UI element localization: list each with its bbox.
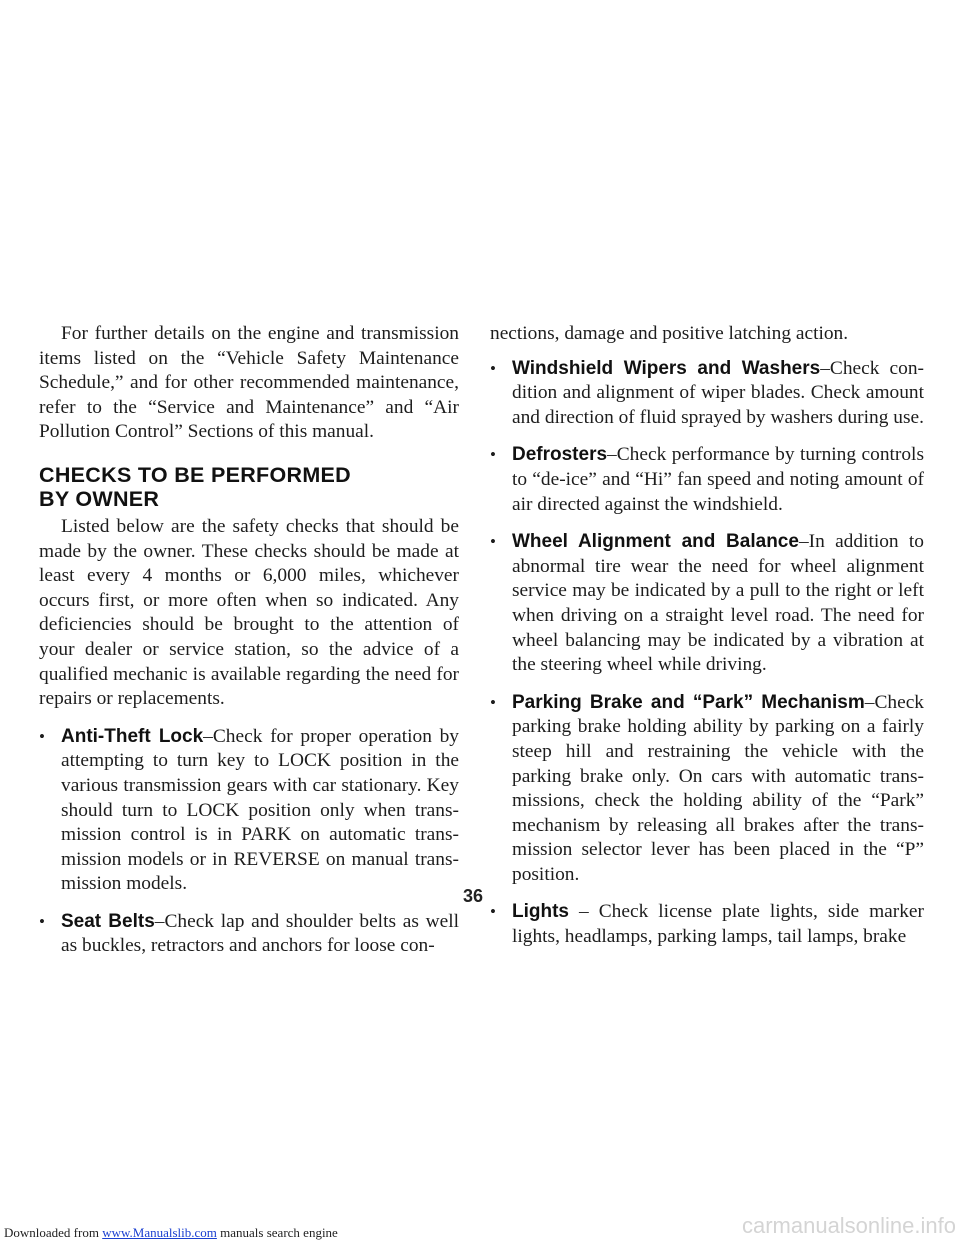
intro-paragraph: For further details on the engine and transmission items listed on the “Vehicle Safety Maintenance Schedule,” and for other recommended maintenance, refer to the “Service and Maintenance” and “Air Pollution Control” Sections of this manual. — [39, 323, 459, 443]
item-term: Parking Brake and “Park” Mechanism — [512, 691, 865, 713]
bullet-icon: • — [490, 692, 496, 712]
item-text: –Check condition and alignment of wiper blades. Check amount and direction of fluid sprayed by washers during use. — [512, 357, 924, 428]
footer-prefix: Downloaded from — [4, 1225, 103, 1240]
site-watermark: carmanualsonline.info — [741, 1213, 956, 1238]
list-item-parking-brake — [490, 691, 924, 888]
list-item-anti-theft-lock — [39, 725, 459, 897]
list-item-windshield-wipers — [490, 357, 924, 431]
list-item-seat-belts — [39, 910, 459, 959]
bullet-icon: • — [39, 911, 45, 931]
item-term: Anti-Theft Lock — [61, 725, 204, 747]
list-item-lights — [490, 900, 924, 949]
bullet-icon: • — [39, 726, 45, 746]
page-number: 36 — [463, 886, 484, 906]
right-column — [490, 322, 924, 950]
item-term: Wheel Alignment and Balance — [512, 531, 799, 553]
item-text: –Check performance by turning controls to “de-ice” and “Hi” fan speed and noting amount of air directed against the windshield. — [512, 444, 924, 515]
item-text: –In addition to abnormal tire wear the need for wheel alignment service may be indicated by a pull to the right or left when driving on a straight level road. The need for wheel balancing may be indicated by a vibration at the steering wheel while driving. — [512, 531, 924, 676]
left-column — [39, 322, 459, 959]
item-term: Windshield Wipers and Washers — [512, 357, 821, 379]
bullet-icon: • — [490, 902, 496, 922]
item-term: Seat Belts — [61, 910, 155, 932]
item-term: Lights — [512, 901, 569, 923]
item-text: –Check lap and shoulder belts as well as buckles, retractors and anchors for loose con- — [61, 910, 459, 957]
download-footer — [4, 1225, 338, 1241]
item-text: –Check parking brake holding ability by parking on a fairly steep hill and restraining the vehicle with the parking brake only. On cars with automatic transmissions, check the holding ability of the “Park” mechanism by releasing all brakes after the transmission selector lever has been placed in the “P” position. — [512, 691, 924, 885]
item-text: –Check for proper operation by attempting to turn key to LOCK position in the various transmission gears with car stationary. Key should turn to LOCK position only when transmission control is in PARK on automatic transmission models or in REVERSE on manual transmission models. — [61, 725, 459, 895]
bullet-icon: • — [490, 358, 496, 378]
list-item-defrosters — [490, 443, 924, 517]
list-item-wheel-alignment — [490, 530, 924, 678]
footer-suffix: manuals search engine — [216, 1225, 338, 1240]
bullet-icon: • — [490, 532, 496, 552]
section-heading-line1: CHECKS TO BE PERFORMED — [39, 462, 352, 487]
section-heading-line2: BY OWNER — [39, 486, 160, 511]
section-heading — [39, 463, 459, 511]
continuation-text: nections, damage and positive latching action. — [490, 323, 849, 344]
manualslib-link[interactable]: www.Manualslib.com — [102, 1225, 217, 1240]
bullet-icon: • — [490, 445, 496, 465]
item-text: – Check license plate lights, side marker lights, headlamps, parking lamps, tail lamps, brake — [512, 901, 924, 948]
body-paragraph: Listed below are the safety checks that should be made by the owner. These checks should be made at least every 4 months or 6,000 miles, whichever occurs first, or more often when so indicated. Any deficiencies should be brought to the attention of your dealer or service station, so the advice of a qualified mechanic is available regarding the need for repairs or replacements. — [39, 515, 459, 710]
item-term: Defrosters — [512, 444, 608, 466]
